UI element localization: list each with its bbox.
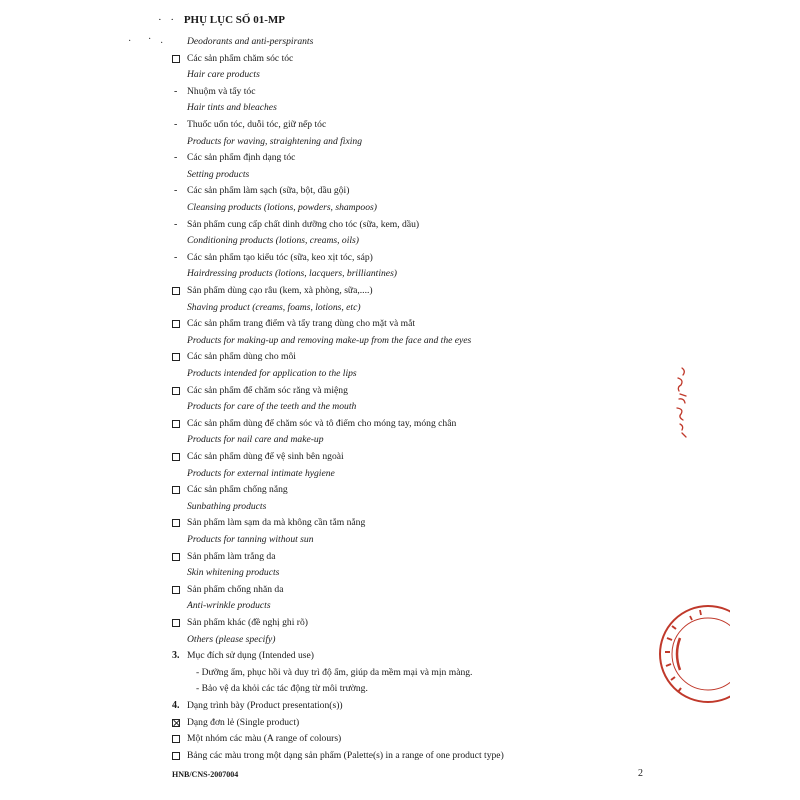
red-stamp-fragment-icon [668, 364, 694, 444]
header-dots: · · [158, 14, 178, 26]
english-label: Conditioning products (lotions, creams, oils) [187, 235, 359, 247]
vietnamese-label: Các sản phẩm dùng cho môi [187, 351, 296, 363]
english-label: Products for waving, straightening and fixing [187, 135, 362, 147]
vietnamese-label: Mục đích sử dụng (Intended use) [187, 650, 314, 662]
vietnamese-label: Sản phẩm làm trắng da [187, 550, 276, 562]
english-label: Deodorants and anti-perspirants [187, 36, 314, 47]
section-number: 4. [172, 700, 180, 711]
english-label: Skin whitening products [187, 567, 280, 579]
english-label: Hairdressing products (lotions, lacquers, brilliantines) [187, 268, 397, 280]
english-label: Products for making-up and removing make-up from the face and the eyes [187, 334, 472, 346]
english-label: Products for nail care and make-up [187, 434, 324, 446]
checkbox[interactable] [172, 353, 180, 361]
english-label: Setting products [187, 168, 250, 180]
bullet-dash: - [174, 185, 178, 197]
checkbox[interactable] [172, 486, 180, 494]
english-label: Products intended for application to the lips [187, 368, 357, 379]
checkbox[interactable] [172, 519, 180, 527]
english-label: Anti-wrinkle products [187, 600, 271, 612]
english-label: Others (please specify) [187, 633, 276, 645]
document-code: HNB/CNS-2007004 [172, 770, 239, 779]
vietnamese-label: Dạng đơn lẻ (Single product) [187, 716, 300, 728]
vietnamese-label: Các sản phẩm trang điểm và tẩy trang dùng cho mặt và mắt [187, 318, 416, 330]
appendix-title: PHỤ LỤC SỐ 01-MP [183, 14, 285, 26]
english-label: Shaving product (creams, foams, lotions, etc) [187, 301, 361, 313]
checkbox[interactable] [172, 55, 180, 63]
stray-mark: · [128, 36, 132, 47]
vietnamese-label: Các sản phẩm để chăm sóc răng và miệng [187, 384, 348, 396]
stray-mark: · [160, 38, 164, 49]
stray-mark: · [148, 34, 152, 45]
english-label: Cleansing products (lotions, powders, shampoos) [187, 202, 377, 213]
checkbox[interactable] [172, 619, 180, 627]
vietnamese-label: Sản phẩm dùng cạo râu (kem, xà phòng, sữa,....) [187, 285, 373, 296]
bullet-dash: - [174, 251, 178, 263]
checkbox[interactable] [172, 735, 180, 743]
description-line: - Bảo vệ da khỏi các tác động từ môi trường. [196, 683, 368, 695]
checkbox[interactable] [172, 586, 180, 594]
page-number: 2 [638, 768, 643, 779]
vietnamese-label: Sản phẩm khác (đề nghị ghi rõ) [187, 617, 308, 628]
description-line: - Dưỡng ẩm, phục hồi và duy trì độ ẩm, giúp da mềm mại và mịn màng. [196, 666, 473, 678]
vietnamese-label: Các sản phẩm dùng để vệ sinh bên ngoài [187, 451, 344, 462]
bullet-dash: - [174, 119, 178, 130]
checked-checkbox[interactable] [172, 719, 180, 727]
vietnamese-label: Sản phẩm làm sạm da mà không cần tắm nắng [187, 517, 366, 529]
english-label: Hair care products [187, 69, 260, 81]
checkbox[interactable] [172, 553, 180, 561]
vietnamese-label: Thuốc uốn tóc, duỗi tóc, giữ nếp tóc [187, 119, 327, 130]
vietnamese-label: Sản phẩm chống nhăn da [187, 583, 284, 595]
vietnamese-label: Một nhóm các màu (A range of colours) [187, 733, 342, 745]
checkbox[interactable] [172, 453, 180, 461]
red-circular-seal-icon [650, 598, 730, 710]
checkbox[interactable] [172, 387, 180, 395]
bullet-dash: - [174, 85, 178, 97]
vietnamese-label: Các sản phẩm chăm sóc tóc [187, 52, 294, 64]
checkbox[interactable] [172, 420, 180, 428]
vietnamese-label: Các sản phẩm làm sạch (sữa, bột, dầu gội) [187, 185, 350, 197]
bullet-dash: - [174, 218, 178, 230]
english-label: Products for tanning without sun [187, 534, 314, 545]
checkbox[interactable] [172, 752, 180, 760]
english-label: Hair tints and bleaches [187, 102, 277, 114]
vietnamese-label: Bảng các màu trong một dạng sản phẩm (Palette(s) in a range of one product type) [187, 749, 504, 761]
vietnamese-label: Dạng trình bày (Product presentation(s)) [187, 700, 343, 711]
bullet-dash: - [174, 152, 178, 164]
english-label: Sunbathing products [187, 500, 267, 512]
checkbox[interactable] [172, 287, 180, 295]
vietnamese-label: Các sản phẩm chống nắng [187, 484, 288, 496]
vietnamese-label: Sản phẩm cung cấp chất dinh dưỡng cho tóc (sữa, kem, dầu) [187, 218, 420, 230]
english-label: Products for external intimate hygiene [187, 467, 335, 479]
vietnamese-label: Các sản phẩm định dạng tóc [187, 152, 296, 164]
section-number: 3. [172, 650, 180, 662]
vietnamese-label: Các sản phẩm dùng để chăm sóc và tô điểm cho móng tay, móng chân [187, 417, 457, 429]
checkbox[interactable] [172, 320, 180, 328]
vietnamese-label: Các sản phẩm tạo kiểu tóc (sữa, keo xịt tóc, sáp) [187, 251, 373, 263]
english-label: Products for care of the teeth and the mouth [187, 401, 357, 413]
page-header [158, 14, 285, 26]
vietnamese-label: Nhuộm và tẩy tóc [187, 85, 256, 97]
